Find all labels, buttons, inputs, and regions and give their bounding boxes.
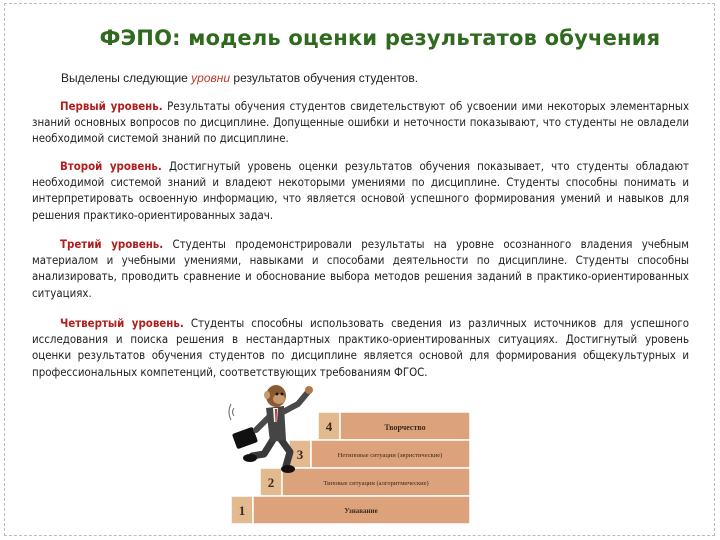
level-heading: Четвертый уровень. (60, 316, 184, 330)
paragraph-level-4 (32, 315, 689, 380)
running-businessman-illustration (228, 378, 328, 478)
level-text: Достигнутый уровень оценки результатов обучения показывает, что студенты обладают необходимой системой знаний и владеют некоторыми умениями по дисциплине. Студенты способны понимать и интерпретировать освоенную информацию, что является основой успешного формирования умений и навыков для решения практико-ориентированных задач. (32, 159, 689, 222)
intro-text-start: Выделены следующие (61, 71, 192, 85)
step-3-number: 3 (296, 447, 304, 462)
step-1-label: Узнавание (344, 507, 378, 515)
paragraph-level-3 (32, 236, 689, 301)
intro-line (61, 71, 418, 85)
step-3-label: Нетиповые ситуации (эвристические) (337, 452, 443, 459)
step-2-number: 2 (267, 475, 275, 490)
level-heading: Третий уровень. (60, 237, 164, 251)
level-text: Результаты обучения студентов свидетельствуют об усвоении ими некоторых элементарных знаний основных вопросов по дисциплине. Допущенные ошибки и неточности показывают, что студенты не овладели необходимой системой знаний по дисциплине. (32, 99, 690, 146)
paragraph-level-2 (32, 158, 689, 223)
intro-highlight: уровни (191, 71, 231, 85)
step-4-number: 4 (325, 419, 333, 434)
intro-text-end: результатов обучения студентов. (230, 71, 419, 85)
paragraph-level-1 (32, 98, 689, 147)
level-heading: Второй уровень. (60, 159, 162, 173)
step-1-number: 1 (238, 503, 246, 518)
step-4-label: Творчество (384, 423, 426, 432)
level-text: Студенты способны использовать сведения из различных источников для успешного исследования и поиска решения в нестандартных практико-ориентированных ситуациях. Достигнутый уровень оценки результатов обучения студентов по дисциплине является основой для формирования общекультурных и профессиональных компетенций, соответствующих требованиям ФГОС. (32, 316, 689, 379)
level-text: Студенты продемонстрировали результаты на уровне осознанного владения учебным материалом и учебными умениями, навыками и способами деятельности по дисциплине. Студенты способны анализировать, проводить сравнение и обоснование выбора методов решения заданий в практико-ориентированных ситуациях. (32, 237, 689, 300)
slide-title: ФЭПО: модель оценки результатов обучения (99, 26, 661, 50)
level-heading: Первый уровень. (60, 99, 163, 113)
step-2-label: Типовые ситуации (алгоритмические) (323, 480, 429, 487)
